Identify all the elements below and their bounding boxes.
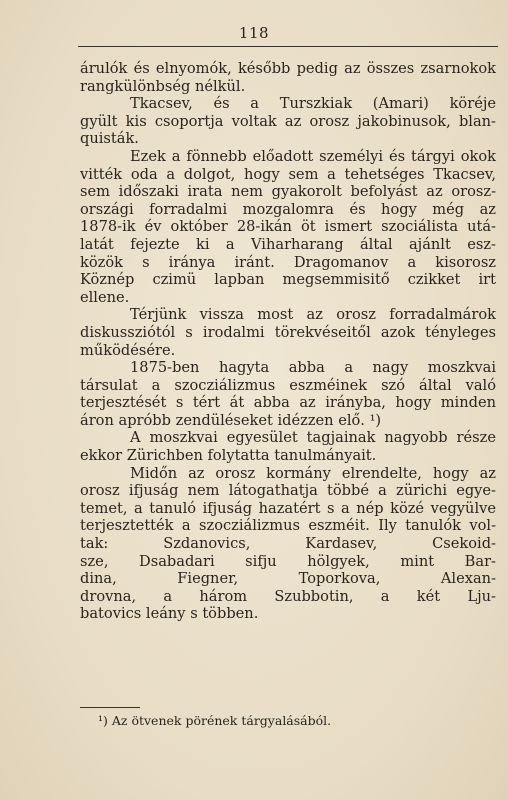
text-line: áron apróbb zendüléseket idézzen elő. ¹) (80, 411, 382, 429)
paragraph (80, 465, 496, 623)
text-line: tak: Szdanovics, Kardasev, Csekoid- (80, 535, 496, 553)
text-line: közök s iránya iránt. Dragomanov a kisorosz (80, 253, 496, 271)
paragraph (80, 306, 496, 359)
text-line: Köznép czimü lapban megsemmisitő czikket irt (80, 271, 496, 289)
text-line: sze, Dsabadari sifju hölgyek, mint Bar- (80, 552, 496, 570)
text-line: Térjünk vissza most az orosz forradalmárok (130, 306, 496, 324)
text-line: quisták. (80, 130, 139, 148)
text-line: Tkacsev, és a Turszkiak (Amari) köréje (130, 95, 496, 113)
text-line: 1878-ik év október 28-ikán öt ismert szociálista utá- (80, 218, 496, 236)
footnote-rule (80, 707, 140, 708)
text-line: működésére. (80, 341, 176, 359)
paragraph (80, 60, 496, 95)
paragraph (80, 95, 496, 148)
text-line: országi forradalmi mozgalomra és hogy még az (80, 200, 496, 218)
header-rule (78, 46, 498, 47)
text-line: temet, a tanuló ifjuság hazatért s a nép közé vegyülve (80, 499, 496, 517)
text-line: árulók és elnyomók, később pedig az összes zsarnokok (80, 60, 496, 77)
text-line: terjesztését s tért át abba az irányba, hogy minden (80, 394, 496, 412)
body-text (80, 60, 496, 623)
text-line: Midőn az orosz kormány elrendelte, hogy az (130, 464, 496, 482)
text-line: gyült kis csoportja voltak az orosz jakobinusok, blan- (80, 112, 496, 130)
text-line: orosz ifjuság nem látogathatja többé a zürichi egye- (80, 482, 496, 500)
paragraph (80, 148, 496, 306)
text-line: drovna, a három Szubbotin, a két Lju- (80, 587, 496, 605)
text-line: terjesztették a szocziálizmus eszméit. Ily tanulók vol- (80, 517, 496, 535)
text-line: ekkor Zürichben folytatta tanulmányait. (80, 447, 377, 465)
text-line: diskussziótól s irodalmi törekvéseitől azok tényleges (80, 323, 496, 341)
paragraph (80, 359, 496, 429)
text-line: batovics leány s többen. (80, 605, 259, 623)
text-line: sem időszaki irata nem gyakorolt befolyást az orosz- (80, 183, 496, 201)
text-line: 1875-ben hagyta abba a nagy moszkvai (130, 359, 496, 377)
text-line: társulat a szocziálizmus eszméinek szó által való (80, 376, 496, 394)
text-line: A moszkvai egyesület tagjainak nagyobb része (130, 429, 496, 447)
page-number: 118 (238, 24, 270, 42)
text-line: ellene. (80, 288, 130, 306)
footnote: ¹) Az ötvenek pörének tárgyalásából. (98, 713, 332, 728)
text-line: latát fejezte ki a Viharharang által ajánlt esz- (80, 235, 496, 253)
text-line: dina, Fiegner, Toporkova, Alexan- (80, 570, 496, 588)
paragraph (80, 429, 496, 464)
text-line: rangkülönbség nélkül. (80, 77, 246, 95)
text-line: vitték oda a dolgot, hogy sem a tehetséges Tkacsev, (80, 165, 496, 183)
text-line: Ezek a fönnebb előadott személyi és tárgyi okok (130, 147, 496, 165)
